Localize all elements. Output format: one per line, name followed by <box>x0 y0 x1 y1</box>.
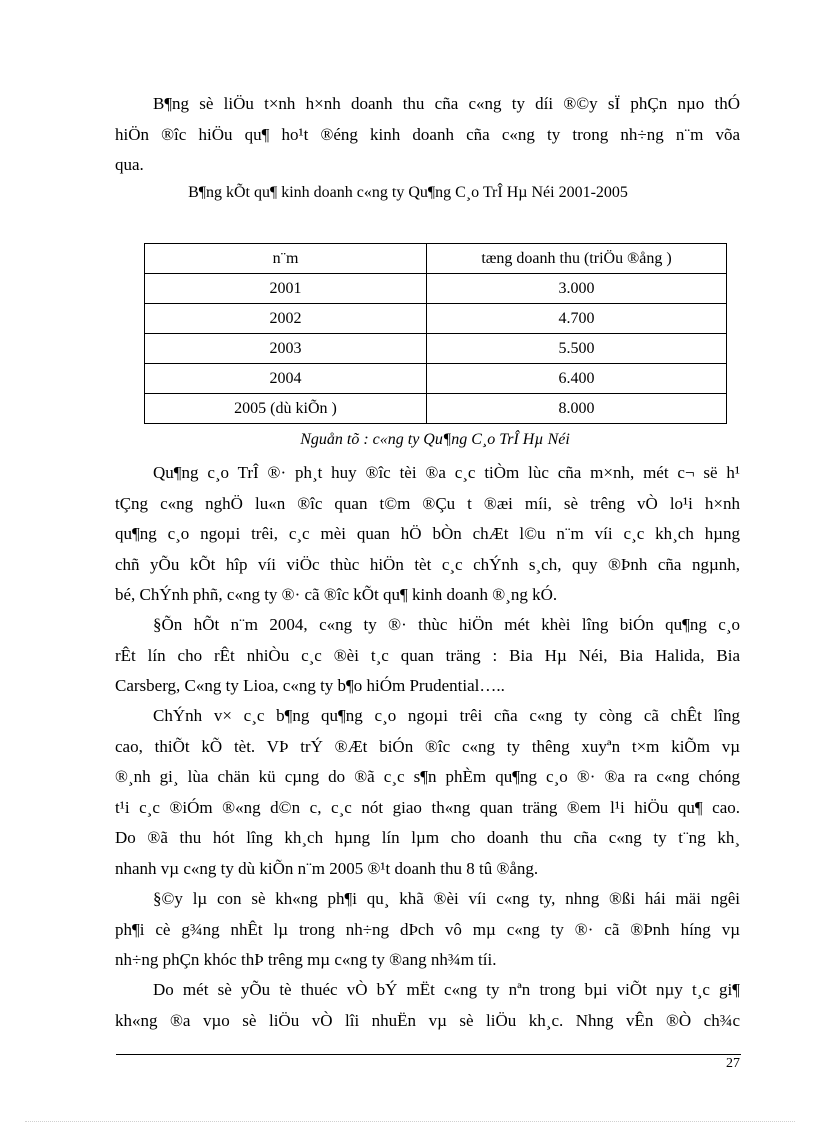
text-line: cao, thiÕt kÕ tèt. VÞ trÝ ®Æt biÓn ®îc c«ng ty thêng xuyªn t×m kiÕm vµ <box>115 736 740 756</box>
text-line: qua. <box>115 155 144 174</box>
text-line: B¶ng sè liÖu t×nh h×nh doanh thu cña c«ng ty díi ®©y sÏ phÇn nµo thÓ <box>153 94 740 113</box>
text-line: ®¸nh gi¸ lùa chän kü cµng do ®ã c¸c s¶n phÈm qu¶ng c¸o ®· ®a ra c«ng chóng <box>115 767 740 786</box>
text-line: tÇng c«ng nghÖ lu«n ®îc quan t©m ®Çu t ®æi míi, sè trêng vÒ lo¹i h×nh <box>115 493 740 513</box>
page-bottom-edge <box>25 1121 795 1122</box>
revenue-cell: 6.400 <box>427 364 727 394</box>
text-line: §©y lµ con sè kh«ng ph¶i qu¸ khã ®èi víi c«ng ty, nhng ®ßi hái mäi ngêi <box>153 889 740 908</box>
text-line: chñ yÕu kÕt hîp víi viÖc thùc hiÖn tèt c¸c chÝnh s¸ch, quy ®Þnh cña ngµnh, <box>115 554 740 574</box>
text-line: ChÝnh v× c¸c b¶ng qu¶ng c¸o ngoµi trêi cña c«ng ty còng cã chÊt lîng <box>153 706 740 725</box>
text-line: bé, ChÝnh phñ, c«ng ty ®· cã ®îc kÕt qu¶ kinh doanh ®¸ng kÓ. <box>115 585 558 604</box>
table-source-note: Nguån tõ : c«ng ty Qu¶ng C¸o TrÎ Hµ Néi <box>300 431 570 448</box>
text-line: ph¶i cè g¾ng nhÊt lµ trong nh÷ng dÞch vô mµ c«ng ty ®· cã ®Þnh híng vµ <box>115 919 740 939</box>
text-line: qu¶ng c¸o ngoµi trêi, c¸c mèi quan hÖ bÒn chÆt l©u n¨m víi c¸c kh¸ch hµng <box>115 524 740 543</box>
text-line: t¹i c¸c ®iÓm ®«ng d©n c, c¸c nót giao th«ng quan träng ®em l¹i hiÖu qu¶ cao. <box>115 797 740 817</box>
text-line: Do ®ã thu hót lîng kh¸ch hµng lín lµm cho doanh thu cña c«ng ty t¨ng kh¸ <box>115 828 740 847</box>
body-paragraph <box>115 975 740 1036</box>
revenue-cell: 5.500 <box>427 334 727 364</box>
body-paragraph <box>115 701 740 884</box>
text-line: rÊt lín cho rÊt nhiÒu c¸c ®èi t¸c quan träng : Bia Hµ Néi, Bia Halida, Bia <box>115 645 740 665</box>
year-cell: 2004 <box>145 364 427 394</box>
text-line: Do mét sè yÕu tè thuéc vÒ bÝ mËt c«ng ty nªn trong bµi viÕt nµy t¸c gi¶ <box>153 980 740 999</box>
table-row <box>145 364 727 394</box>
revenue-cell: 3.000 <box>427 274 727 304</box>
column-header-year: n¨m <box>145 244 427 274</box>
text-line: §Õn hÕt n¨m 2004, c«ng ty ®· thùc hiÖn mét khèi lîng biÓn qu¶ng c¸o <box>153 615 740 634</box>
year-cell: 2002 <box>145 304 427 334</box>
body-paragraph <box>115 884 740 976</box>
revenue-table <box>144 243 727 424</box>
table-row <box>145 334 727 364</box>
year-cell: 2005 (dù kiÕn ) <box>145 394 427 424</box>
text-line: Qu¶ng c¸o TrÎ ®· ph¸t huy ®îc tèi ®a c¸c tiÒm lùc cña m×nh, mét c¬ së h¹ <box>153 463 740 482</box>
text-line: Carsberg, C«ng ty Lioa, c«ng ty b¶o hiÓm Prudential….. <box>115 676 505 695</box>
revenue-cell: 4.700 <box>427 304 727 334</box>
table-row <box>145 304 727 334</box>
text-line: kh«ng ®a vµo sè liÖu vÒ lîi nhuËn vµ sè liÖu kh¸c. Nhng vÊn ®Ò ch¾c <box>115 1010 740 1030</box>
year-cell: 2003 <box>145 334 427 364</box>
table-row <box>145 274 727 304</box>
column-header-revenue: tæng doanh thu (triÖu ®ång ) <box>427 244 727 274</box>
intro-paragraph <box>115 89 740 181</box>
year-cell: 2001 <box>145 274 427 304</box>
text-line: hiÖn ®îc hiÖu qu¶ ho¹t ®éng kinh doanh cña c«ng ty trong nh÷ng n¨m võa <box>115 124 740 144</box>
footer-divider <box>116 1054 741 1055</box>
table-header-row <box>145 244 727 274</box>
text-line: nh÷ng phÇn khóc thÞ trêng mµ c«ng ty ®ang nh¾m tíi. <box>115 950 497 969</box>
revenue-cell: 8.000 <box>427 394 727 424</box>
table-row <box>145 394 727 424</box>
body-paragraph <box>115 610 740 702</box>
table-caption: B¶ng kÕt qu¶ kinh doanh c«ng ty Qu¶ng C¸o TrÎ Hµ Néi 2001-2005 <box>188 184 628 201</box>
body-paragraph <box>115 458 740 611</box>
text-line: nhanh vµ c«ng ty dù kiÕn n¨m 2005 ®¹t doanh thu 8 tû ®ång. <box>115 858 539 878</box>
page-number: 27 <box>726 1056 740 1071</box>
